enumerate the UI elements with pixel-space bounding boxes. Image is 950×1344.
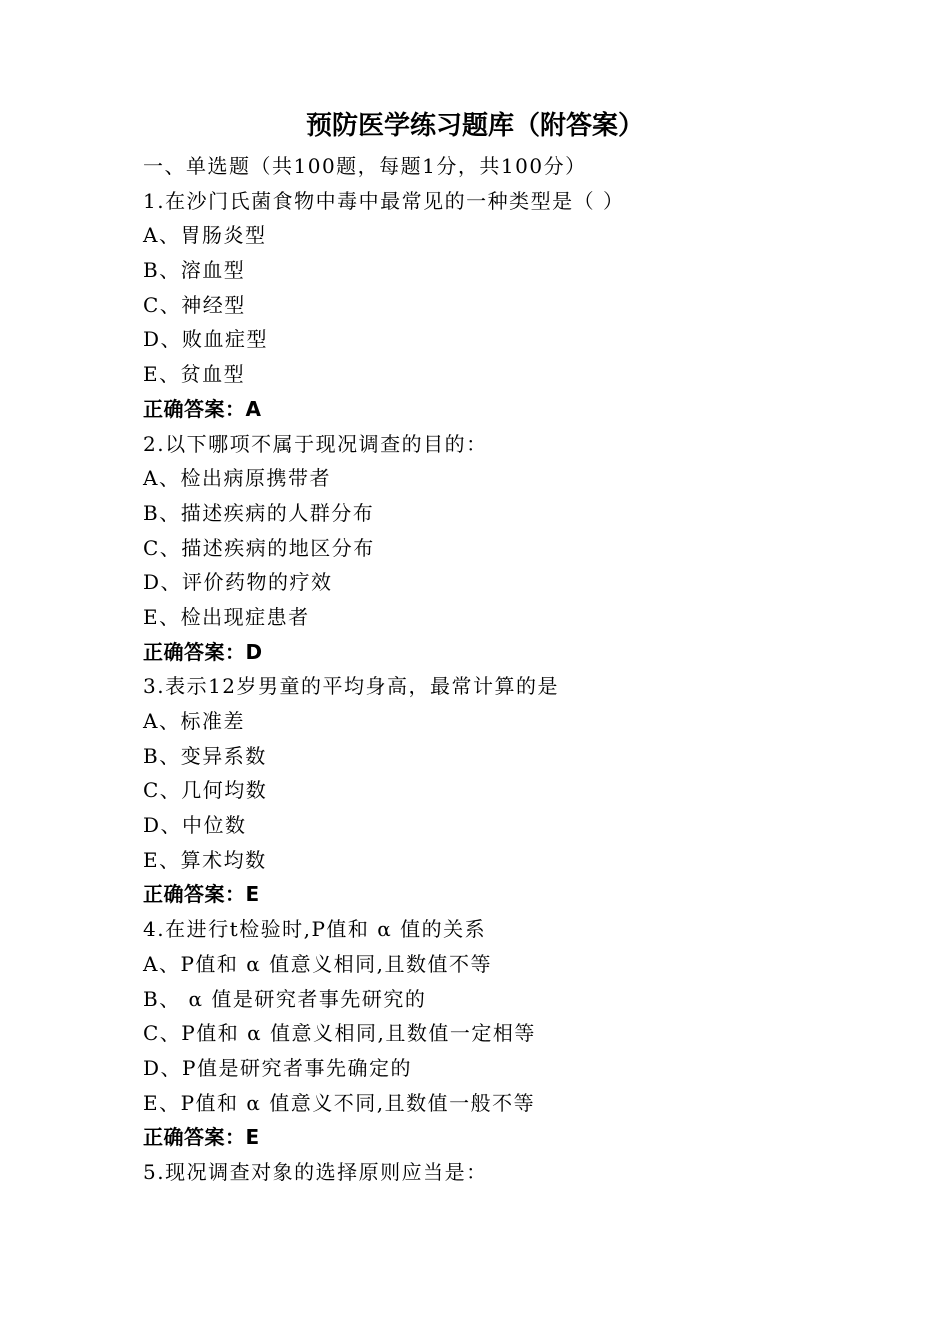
question-option: E、算术均数 <box>143 847 267 872</box>
question-option: E、P值和 α 值意义不同,且数值一般不等 <box>143 1090 536 1115</box>
document-title: 预防医学练习题库（附答案） <box>305 111 644 141</box>
question-option: D、P值是研究者事先确定的 <box>143 1055 412 1080</box>
question-option: A、标准差 <box>143 709 245 733</box>
correct-answer: 正确答案：A <box>143 396 262 421</box>
question-stem: 3.表示12岁男童的平均身高，最常计算的是 <box>143 674 560 699</box>
question-stem: 5.现况调查对象的选择原则应当是： <box>143 1159 488 1184</box>
section-heading: 一、单选题（共100题，每题1分，共100分） <box>143 154 587 178</box>
question-option: A、P值和 α 值意义相同,且数值不等 <box>143 951 492 976</box>
question-option: E、检出现症患者 <box>143 604 310 629</box>
question-stem: 2.以下哪项不属于现况调查的目的： <box>143 431 488 456</box>
question-option: C、几何均数 <box>143 778 268 803</box>
question-option: A、检出病原携带者 <box>143 466 331 491</box>
question-option: B、溶血型 <box>143 258 246 283</box>
question-option: A、胃肠炎型 <box>143 223 267 248</box>
question-option: D、评价药物的疗效 <box>143 570 333 595</box>
question-stem: 4.在进行t检验时,P值和 α 值的关系 <box>143 917 487 942</box>
question-option: B、 α 值是研究者事先研究的 <box>143 986 427 1011</box>
question-option: C、P值和 α 值意义相同,且数值一定相等 <box>143 1021 536 1046</box>
question-option: D、败血症型 <box>143 327 269 352</box>
question-option: D、中位数 <box>143 813 247 838</box>
question-option: B、描述疾病的人群分布 <box>143 500 375 525</box>
question-option: B、变异系数 <box>143 743 267 768</box>
correct-answer: 正确答案：D <box>143 639 263 664</box>
document-body <box>143 149 863 1190</box>
correct-answer: 正确答案：E <box>143 882 260 907</box>
correct-answer: 正确答案：E <box>143 1125 260 1150</box>
question-option: E、贫血型 <box>143 362 246 387</box>
question-option: C、描述疾病的地区分布 <box>143 535 375 560</box>
question-stem: 1.在沙门氏菌食物中毒中最常见的一种类型是（ ） <box>143 188 625 213</box>
question-option: C、神经型 <box>143 292 246 317</box>
